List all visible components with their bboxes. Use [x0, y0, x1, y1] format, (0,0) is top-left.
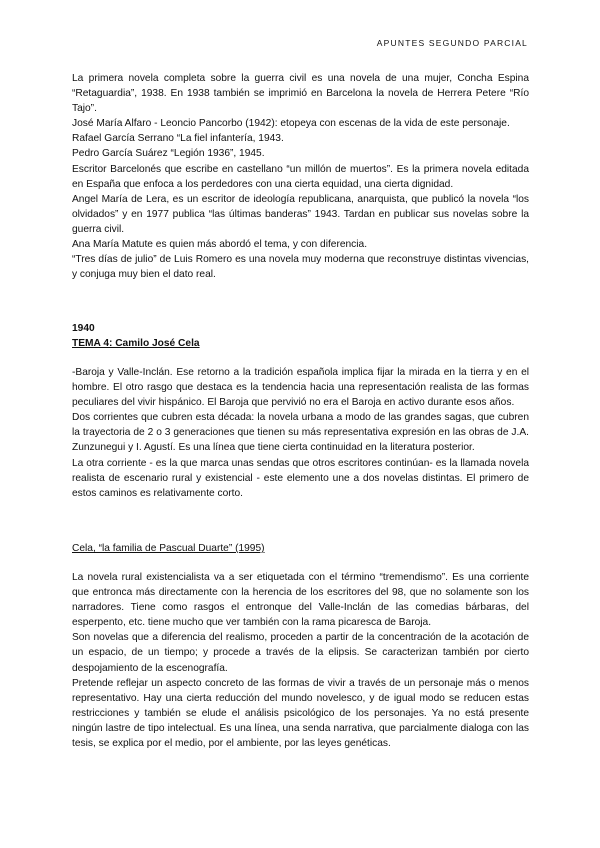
- paragraph: Dos corrientes que cubren esta década: la novela urbana a modo de las grandes sagas, que cubren la trayectoria de 2 o 3 generaciones que tienen su más representativa expresión en las obras de J.A. Zunzunegui y I. Agustí. Es una línea que tiene cierta continuidad en la literatura posterior.: [72, 412, 529, 454]
- paragraph: Pretende reflejar un aspecto concreto de las formas de vivir a través de un personaje más o menos representativo. Hay una cierta reducción del mundo novelesco, y de igual modo se reducen estas restricciones y también se elude el análisis psicológico de los personajes. Ya no está presente ningún lastre de tipo intelectual. Es una línea, una senda narrativa, que parcialmente dialoga con las tesis, se explica por el medio, por el ambiente, por las leyes genéticas.: [72, 677, 529, 750]
- paragraph: José María Alfaro - Leoncio Pancorbo (1942): etopeya con escenas de la vida de este personaje.: [72, 118, 510, 130]
- paragraph: Pedro García Suárez “Legión 1936”, 1945.: [72, 148, 265, 160]
- paragraph: Ana María Matute es quien más abordó el tema, y con diferencia.: [72, 239, 368, 251]
- paragraph: La novela rural existencialista va a ser etiquetada con el término “tremendismo”. Es una corriente que entronca más directamente con la herencia de los escritores del 98, que no solamente son los narradores. Tiene como rasgos el entronque del Valle-Inclán de las comedias bárbaras, del esperpento, etc. tiene mucho que ver también con la rama picaresca de Baroja.: [72, 572, 529, 629]
- paragraph: Son novelas que a diferencia del realismo, proceden a partir de la concentración de la acotación de un espacio, de un tiempo; y procede a través de la elipsis. Se caracterizan también por cierto despojamiento de la escenografía.: [72, 632, 529, 674]
- paragraph: La otra corriente - es la que marca unas sendas que otros escritores continúan- es la llamada novela realista de escenario rural y existencial - este elemento une a dos novelas distintas. El primero de estos caminos es relativamente corto.: [72, 457, 529, 499]
- paragraph: Angel María de Lera, es un escritor de ideología republicana, anarquista, que publicó la novela “los olvidados” y en 1977 publica “las últimas banderas” 1943. Tardan en publicar sus novelas sobre la guerra civil.: [72, 193, 529, 235]
- paragraph: La primera novela completa sobre la guerra civil es una novela de una mujer, Concha Espina “Retaguardia”, 1938. En 1938 también se imprimió en Barcelona la novela de Herrera Petere “Río Tajo”.: [72, 73, 529, 115]
- section-title: TEMA 4: Camilo José Cela: [72, 338, 200, 349]
- section-year: 1940: [72, 323, 95, 334]
- section-guerra-civil: [72, 71, 529, 282]
- paragraph: Rafael García Serrano “La fiel infantería, 1943.: [72, 133, 284, 145]
- section-pascual-duarte: [72, 570, 529, 751]
- running-header: APUNTES SEGUNDO PARCIAL: [376, 38, 528, 48]
- section-cela-intro: [72, 365, 529, 501]
- paragraph: “Tres días de julio” de Luis Romero es una novela muy moderna que reconstruye distintas vivencias, y conjuga muy bien el dato real.: [72, 254, 529, 281]
- paragraph: Escritor Barcelonés que escribe en castellano “un millón de muertos”. Es la primera novela editada en España que enfoca a los perdedores con una cierta equidad, una cierta dignidad.: [72, 163, 529, 190]
- subsection-title: Cela, “la familia de Pascual Duarte” (1995): [72, 543, 265, 554]
- paragraph: -Baroja y Valle-Inclán. Ese retorno a la tradición española implica fijar la mirada en la tierra y en el hombre. El otro rasgo que destaca es la tendencia hacia una representación realista de las formas peculiares del vivir hispánico. El Baroja que pervivió no era el Baroja en activo durante esos años.: [72, 367, 529, 409]
